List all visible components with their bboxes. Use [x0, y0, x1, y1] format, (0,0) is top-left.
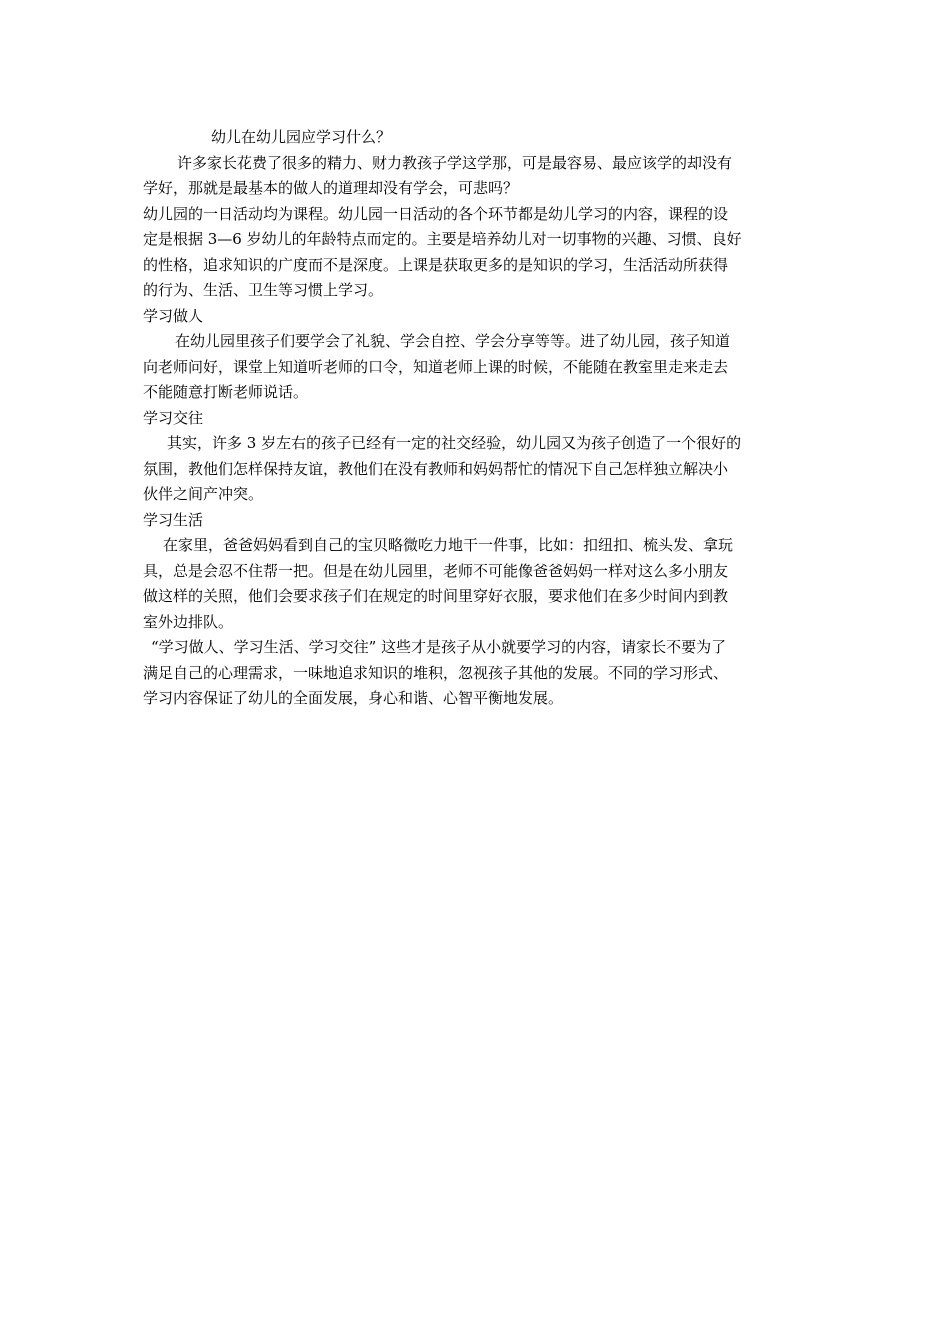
overview-line: 的性格，追求知识的广度而不是深度。上课是获取更多的是知识的学习，生活活动所获得 [143, 255, 729, 274]
intro-line: 许多家长花费了很多的精力、财力教孩子学这学那，可是最容易、最应该学的却没有 [177, 153, 733, 172]
body-line: 具，总是会忍不住帮一把。但是在幼儿园里，老师不可能像爸爸妈妈一样对这么多小朋友 [143, 561, 729, 580]
conclusion-line: 学习内容保证了幼儿的全面发展，身心和谐、心智平衡地发展。 [143, 689, 564, 707]
conclusion-line: 满足自己的心理需求，一味地追求知识的堆积，忽视孩子其他的发展。不同的学习形式、 [143, 663, 729, 682]
section-heading-learn-conduct: 学习做人 [143, 306, 204, 325]
overview-line: 定是根据 3—6 岁幼儿的年龄特点而定的。主要是培养幼儿对一切事物的兴趣、习惯、良好 [143, 230, 742, 248]
intro-line: 学好，那就是最基本的做人的道理却没有学会，可悲吗？ [143, 179, 519, 197]
section-body-learn-living [143, 533, 808, 635]
section-heading-learn-social: 学习交往 [143, 408, 204, 427]
document-title: 幼儿在幼儿园应学习什么？ [211, 128, 392, 146]
section-heading-learn-living: 学习生活 [143, 510, 204, 529]
body-line: 做这样的关照，他们会要求孩子们在规定的时间里穿好衣服，要求他们在多少时间内到教 [143, 587, 729, 605]
overview-paragraph [143, 202, 808, 304]
document-page [143, 125, 808, 712]
body-line: 伙伴之间产冲突。 [143, 485, 264, 503]
body-line: 氛围，教他们怎样保持友谊，教他们在没有教师和妈妈帮忙的情况下自己怎样独立解决小 [143, 459, 729, 478]
overview-line: 幼儿园的一日活动均为课程。幼儿园一日活动的各个环节都是幼儿学习的内容，课程的设 [143, 204, 729, 223]
conclusion-line: “学习做人、学习生活、学习交往” 这些才是孩子从小就要学习的内容，请家长不要为了 [151, 638, 727, 656]
conclusion-paragraph [143, 635, 808, 712]
body-line: 在幼儿园里孩子们要学会了礼貌、学会自控、学会分享等等。进了幼儿园，孩子知道 [175, 332, 731, 350]
overview-line: 的行为、生活、卫生等习惯上学习。 [143, 281, 384, 299]
body-line: 向老师问好，课堂上知道听老师的口令，知道老师上课的时候，不能随在教室里走来走去 [143, 357, 729, 376]
body-line: 室外边排队。 [143, 612, 234, 631]
body-line: 不能随意打断老师说话。 [143, 383, 309, 401]
body-line: 其实，许多 3 岁左右的孩子已经有一定的社交经验，幼儿园又为孩子创造了一个很好的 [167, 434, 742, 452]
intro-paragraph [143, 151, 808, 202]
body-line: 在家里，爸爸妈妈看到自己的宝贝略微吃力地干一件事，比如：扣纽扣、梳头发、拿玩 [163, 536, 734, 554]
section-body-learn-conduct [143, 329, 808, 406]
section-body-learn-social [143, 431, 808, 508]
